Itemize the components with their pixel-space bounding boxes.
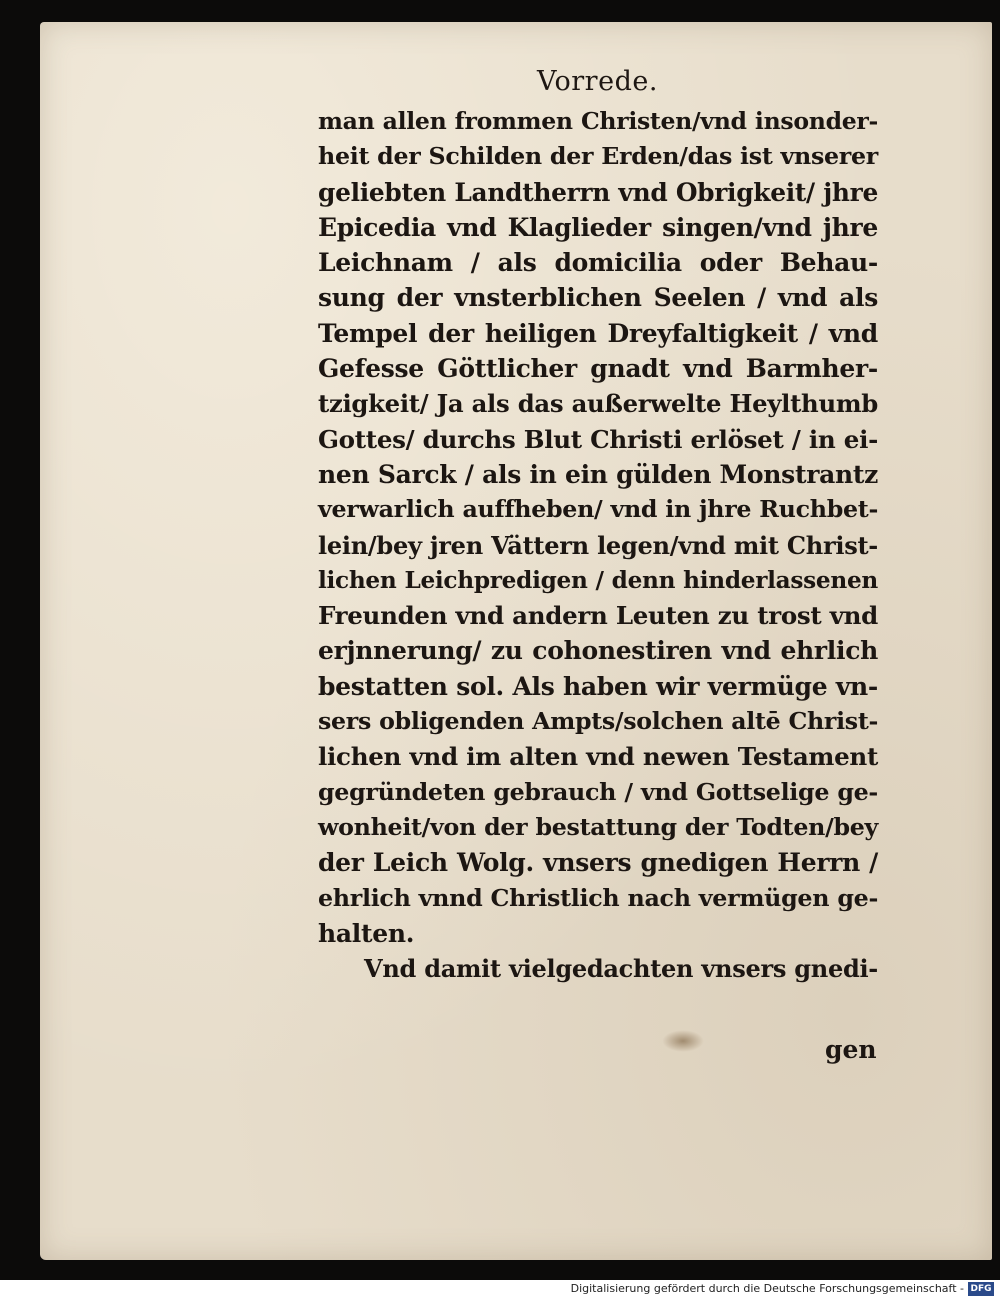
text-line: man allen frommen Christen/vnd insonder- — [318, 107, 878, 135]
catchword: gen — [825, 1035, 877, 1064]
text-line: Gefesse Göttlicher gnadt vnd Barmher- — [318, 354, 878, 384]
text-line: Leichnam / als domicilia oder Behau- — [318, 248, 878, 278]
text-line: ehrlich vnnd Christlich nach vermügen ge- — [318, 883, 878, 912]
text-line: tzigkeit/ Ja als das außerwelte Heylthumb — [318, 389, 878, 419]
text-line: lein/bey jren Vättern legen/vnd mit Christ- — [318, 530, 878, 560]
text-line: halten. — [318, 918, 415, 948]
body-text — [318, 104, 878, 986]
text-line: geliebten Landtherrn vnd Obrigkeit/ jhre — [318, 177, 878, 207]
text-line: Freunden vnd andern Leuten zu trost vnd — [318, 601, 878, 631]
text-line: verwarlich auffheben/ vnd in jhre Ruchbet- — [318, 495, 878, 524]
text-line: wonheit/von der bestattung der Todten/bey — [318, 812, 878, 841]
book-page — [40, 22, 992, 1260]
text-line: sers obligenden Ampts/solchen altē Christ- — [318, 707, 878, 736]
text-line: Tempel der heiligen Dreyfaltigkeit / vnd — [318, 318, 878, 348]
text-line: Epicedia vnd Klaglieder singen/vnd jhre — [318, 212, 878, 242]
text-line: Gottes/ durchs Blut Christi erlöset / in ei- — [318, 424, 878, 454]
text-line: lichen vnd im alten vnd newen Testament — [318, 742, 878, 772]
text-line: lichen Leichpredigen / denn hinderlassenen — [318, 566, 878, 594]
funding-credit: Digitalisierung gefördert durch die Deutsche Forschungsgemeinschaft - — [570, 1282, 964, 1295]
text-line: nen Sarck / als in ein gülden Monstrantz — [318, 459, 878, 489]
text-line: der Leich Wolg. vnsers gnedigen Herrn / — [318, 848, 878, 878]
text-line: erjnnerung/ zu cohonestiren vnd ehrlich — [318, 636, 878, 666]
text-line: sung der vnsterblichen Seelen / vnd als — [318, 283, 878, 313]
text-line: heit der Schilden der Erden/das ist vnserer — [318, 142, 878, 171]
text-line: gegründeten gebrauch / vnd Gottselige ge- — [318, 777, 878, 806]
text-line: Vnd damit vielgedachten vnsers gnedi- — [364, 954, 878, 984]
dfg-logo-icon: DFG — [968, 1282, 994, 1296]
footer-bar — [0, 1280, 1000, 1299]
text-line: bestatten sol. Als haben wir vermüge vn- — [318, 671, 878, 701]
ink-stain — [662, 1030, 704, 1052]
running-head: Vorrede. — [537, 66, 658, 97]
